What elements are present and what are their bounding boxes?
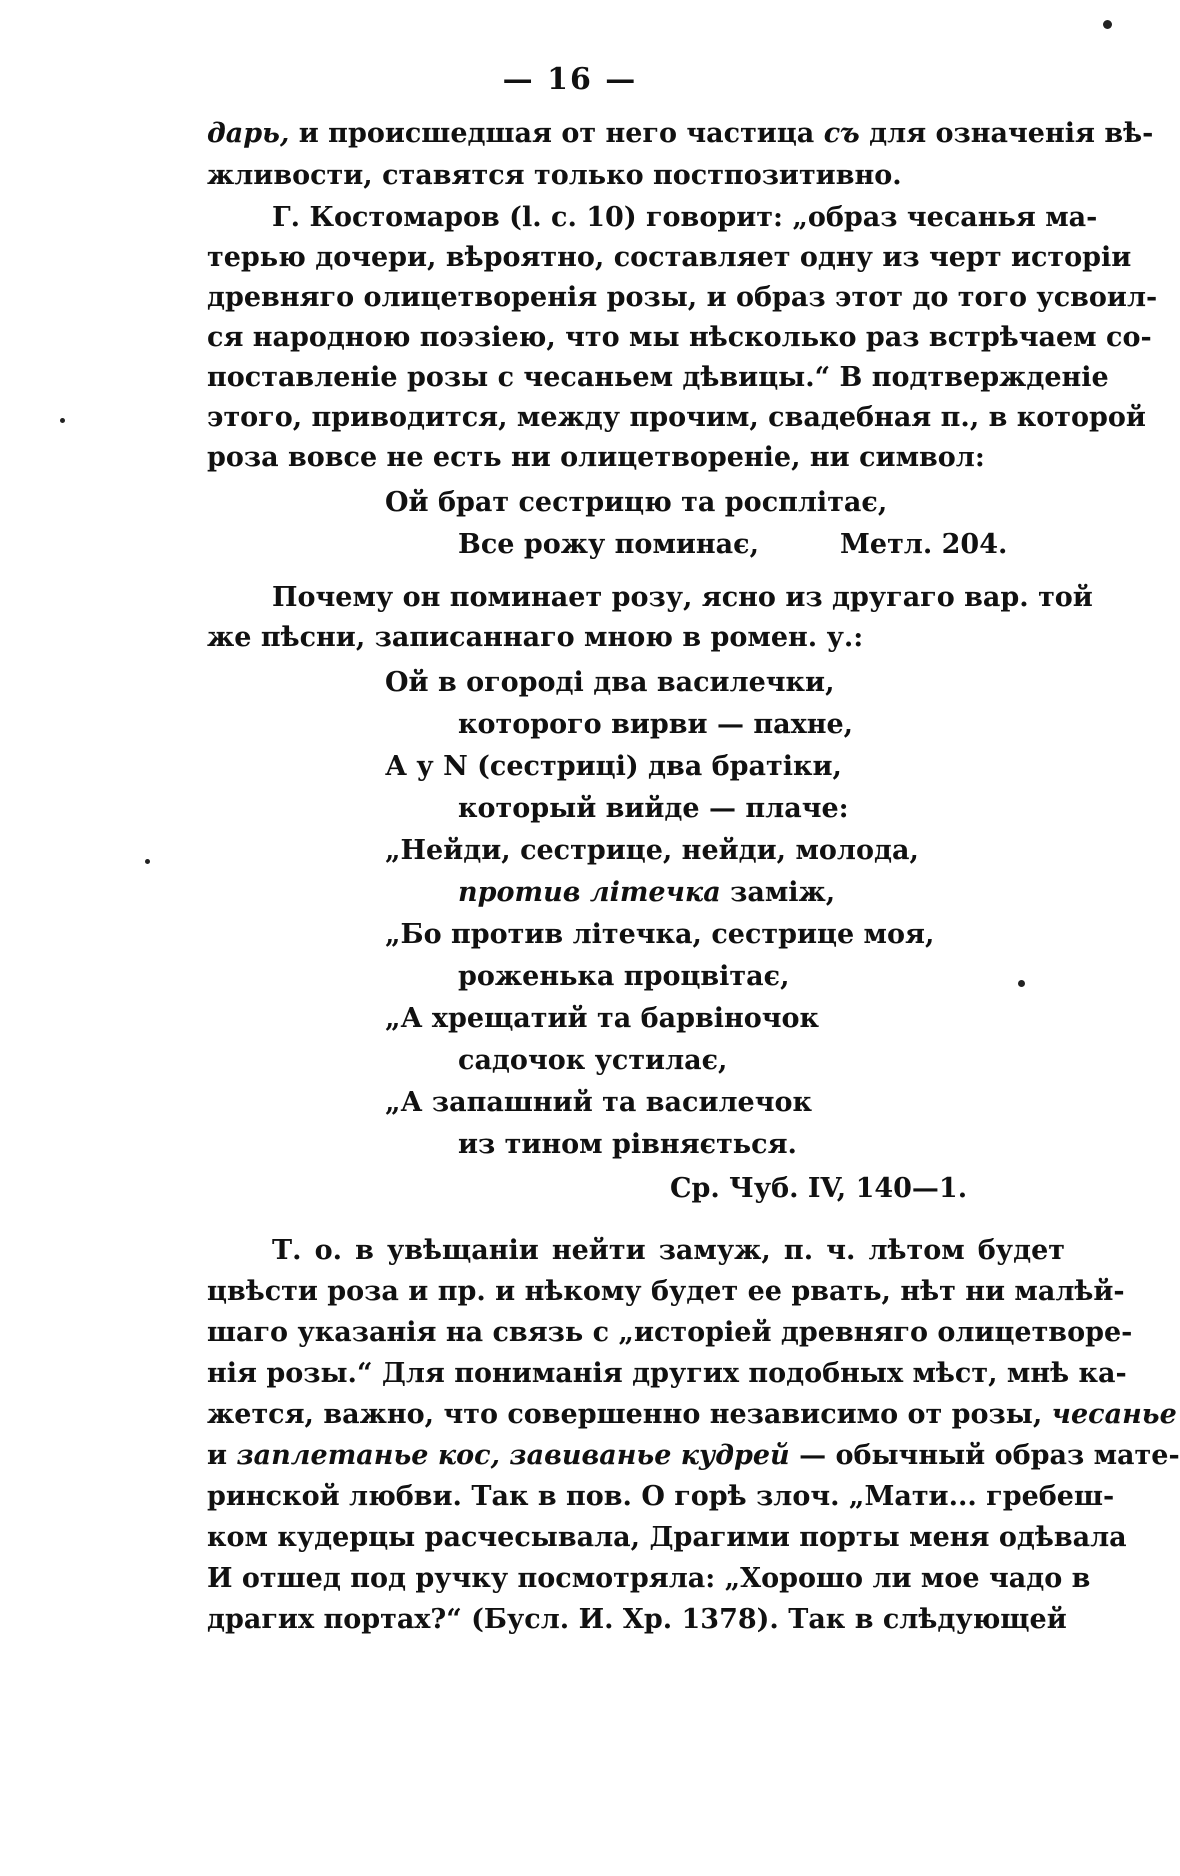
text-line-10: Почему он поминает розу, ясно из другаго вар. той: [272, 582, 1093, 613]
song-line-4: который вийде — плаче:: [458, 793, 849, 824]
text-line-6: ся народною поэзіею, что мы нѣсколько раз встрѣчаем со-: [207, 322, 1152, 353]
song-line-7: „Бо против літечка, сестрице моя,: [385, 919, 935, 950]
song-line-10: садочок устилає,: [458, 1045, 728, 1076]
text-line-14: шаго указанія на связь с „исторіей древняго олицетворе-: [207, 1317, 1133, 1348]
text-line-17: [207, 1435, 1180, 1477]
scan-speck: [1103, 20, 1112, 29]
scan-speck: [60, 418, 65, 423]
song-line-9: „А хрещатий та барвіночок: [385, 1003, 820, 1034]
text-line-8: этого, приводится, между прочим, свадебная п., в которой: [207, 402, 1146, 433]
text-span: заміж,: [720, 877, 836, 908]
text-span: для означенія вѣ-: [859, 118, 1154, 149]
song-line-8: роженька процвітає,: [458, 961, 790, 992]
text-line-13: цвѣсти роза и пр. и нѣкому будет ее рвать, нѣт ни малѣй-: [207, 1276, 1125, 1307]
text-line-2: жливости, ставятся только постпозитивно.: [207, 160, 902, 191]
song-line-2: которого вирви — пахне,: [458, 709, 854, 740]
verse-line-2: Все рожу поминає,: [458, 529, 760, 560]
text-line-11: же пѣсни, записаннаго мною в ромен. у.:: [207, 622, 864, 653]
italic-word: чесанье: [1051, 1399, 1177, 1430]
italic-word: съ: [823, 118, 860, 149]
text-line-9: роза вовсе не есть ни олицетвореніе, ни символ:: [207, 442, 985, 473]
text-span: и: [207, 1440, 237, 1471]
text-line-4: терью дочери, вѣроятно, составляет одну из черт исторіи: [207, 242, 1132, 273]
text-span: — обычный образ мате-: [789, 1440, 1180, 1471]
text-line-5: древняго олицетворенія розы, и образ этот до того усвоил-: [207, 282, 1158, 313]
text-line-20: И отшед под ручку посмотряла: „Хорошо ли мое чадо в: [207, 1563, 1091, 1594]
verse-citation-1: Метл. 204.: [840, 529, 1008, 560]
verse-line-1: Ой брат сестрицю та росплітає,: [385, 487, 888, 518]
song-line-6: [458, 872, 835, 914]
song-citation: Ср. Чуб. IV, 140—1.: [670, 1173, 968, 1204]
text-line-3: Г. Костомаров (l. c. 10) говорит: „образ чесанья ма-: [272, 202, 1098, 233]
italic-phrase: заплетанье кос, завиванье кудрей: [236, 1440, 790, 1471]
text-line-7: поставленіе розы с чесаньем дѣвицы.“ В подтвержденіе: [207, 362, 1109, 393]
song-line-11: „А запашний та василечок: [385, 1087, 812, 1118]
text-line-1: [207, 113, 1154, 155]
song-line-1: Ой в огороді два василечки,: [385, 667, 835, 698]
song-line-12: из тином рівняється.: [458, 1129, 797, 1160]
italic-phrase: против літечка: [458, 877, 721, 908]
italic-word: дарь,: [207, 118, 290, 149]
text-line-19: ком кудерцы расчесывала, Драгими порты меня одѣвала: [207, 1522, 1127, 1553]
text-line-12: Т. о. в увѣщаніи нейти замуж, п. ч. лѣтом будет: [272, 1235, 1065, 1266]
text-line-21: драгих портах?“ (Бусл. И. Хр. 1378). Так в слѣдующей: [207, 1604, 1067, 1635]
scan-speck: [1018, 980, 1025, 987]
page-number: — 16 —: [502, 62, 638, 97]
text-span: и происшедшая от него частица: [289, 118, 824, 149]
song-line-5: „Нейди, сестрице, нейди, молода,: [385, 835, 919, 866]
text-line-18: ринской любви. Так в пов. О горѣ злоч. „Мати... гребеш-: [207, 1481, 1115, 1512]
text-span: жется, важно, что совершенно независимо от розы,: [207, 1399, 1052, 1430]
song-line-3: А у N (сестриці) два братіки,: [385, 751, 842, 782]
text-line-16: [207, 1394, 1177, 1436]
text-line-15: нія розы.“ Для пониманія других подобных мѣст, мнѣ ка-: [207, 1358, 1127, 1389]
scan-speck: [145, 859, 150, 864]
